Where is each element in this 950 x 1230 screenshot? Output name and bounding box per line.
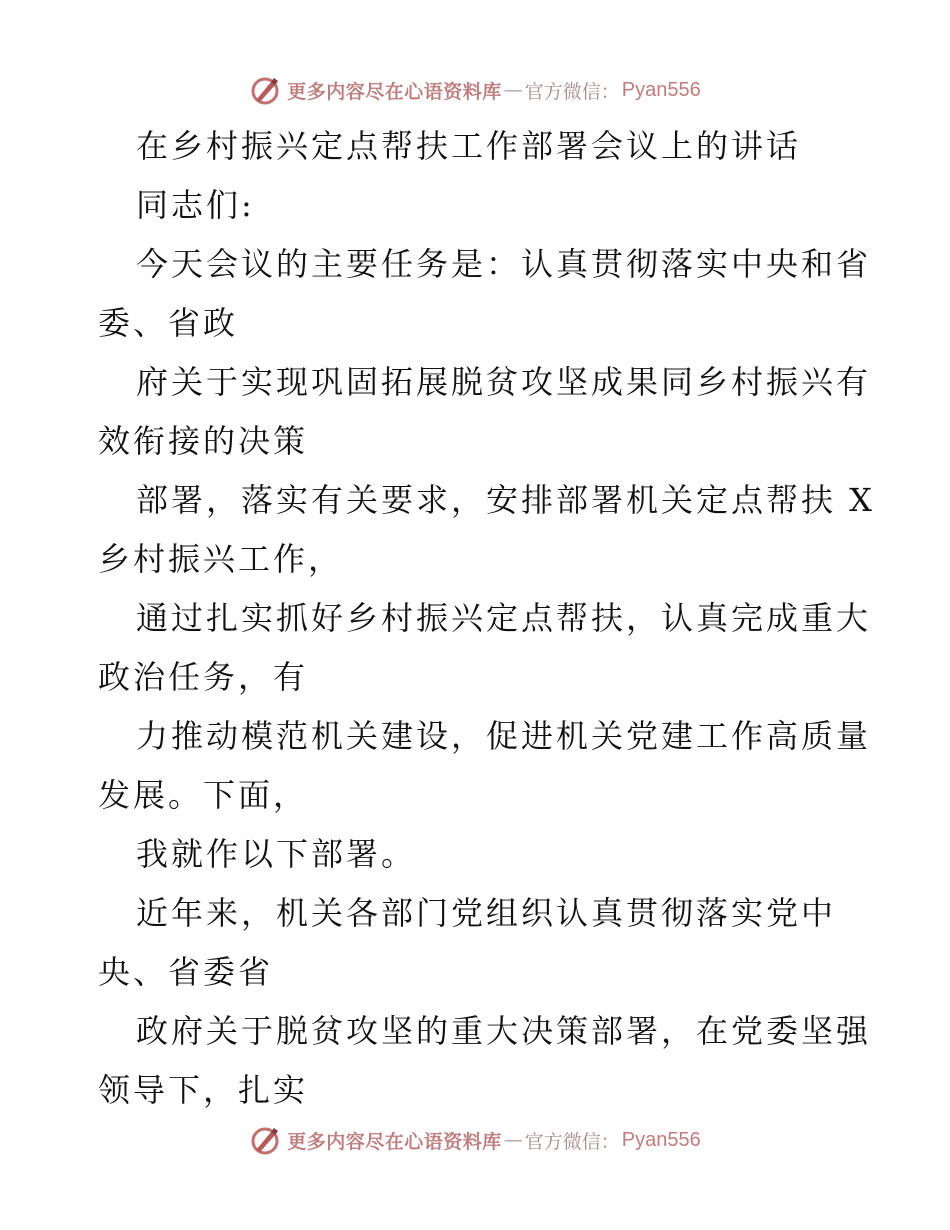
- paragraph-line: 委、省政: [98, 304, 239, 342]
- document-title: 在乡村振兴定点帮扶工作部署会议上的讲话: [136, 127, 802, 165]
- paragraph-line: 我就作以下部署。: [136, 835, 417, 873]
- paragraph-line: 今天会议的主要任务是：认真贯彻落实中央和省: [136, 245, 872, 283]
- paragraph-line: 央、省委省: [98, 953, 274, 991]
- document-body: [98, 117, 875, 1120]
- watermark-id: Pyan556: [621, 78, 701, 101]
- paragraph-line: 部署，落实有关要求，安排部署机关定点帮扶 X: [136, 481, 875, 519]
- paragraph-line: 力推动模范机关建设，促进机关党建工作高质量: [136, 717, 872, 755]
- paragraph-line: 府关于实现巩固拓展脱贫攻坚成果同乡村振兴有: [136, 363, 872, 401]
- header-watermark: [0, 70, 950, 110]
- paragraph-line: 效衔接的决策: [98, 422, 309, 460]
- pen-logo-icon: [249, 74, 281, 106]
- watermark-label: 官方微信：: [524, 80, 620, 103]
- paragraph-line: 领导下，扎实: [98, 1071, 309, 1109]
- paragraph-line: 政府关于脱贫攻坚的重大决策部署，在党委坚强: [136, 1012, 872, 1050]
- footer-watermark: [0, 1120, 950, 1160]
- watermark-id: Pyan556: [621, 1128, 701, 1151]
- watermark-dash: —: [503, 1129, 523, 1151]
- paragraph-line: 近年来，机关各部门党组织认真贯彻落实党中: [136, 894, 837, 932]
- watermark-main-text: 更多内容尽在心语资料库: [287, 1130, 502, 1153]
- salutation: 同志们:: [136, 186, 255, 224]
- paragraph-line: 政治任务，有: [98, 658, 309, 696]
- pen-logo-icon: [249, 1124, 281, 1156]
- watermark-main-text: 更多内容尽在心语资料库: [287, 80, 502, 103]
- paragraph-line: 发展。下面，: [98, 776, 309, 814]
- paragraph-line: 通过扎实抓好乡村振兴定点帮扶，认真完成重大: [136, 599, 872, 637]
- watermark-dash: —: [503, 79, 523, 101]
- paragraph-line: 乡村振兴工作，: [98, 540, 344, 578]
- watermark-label: 官方微信：: [524, 1130, 620, 1153]
